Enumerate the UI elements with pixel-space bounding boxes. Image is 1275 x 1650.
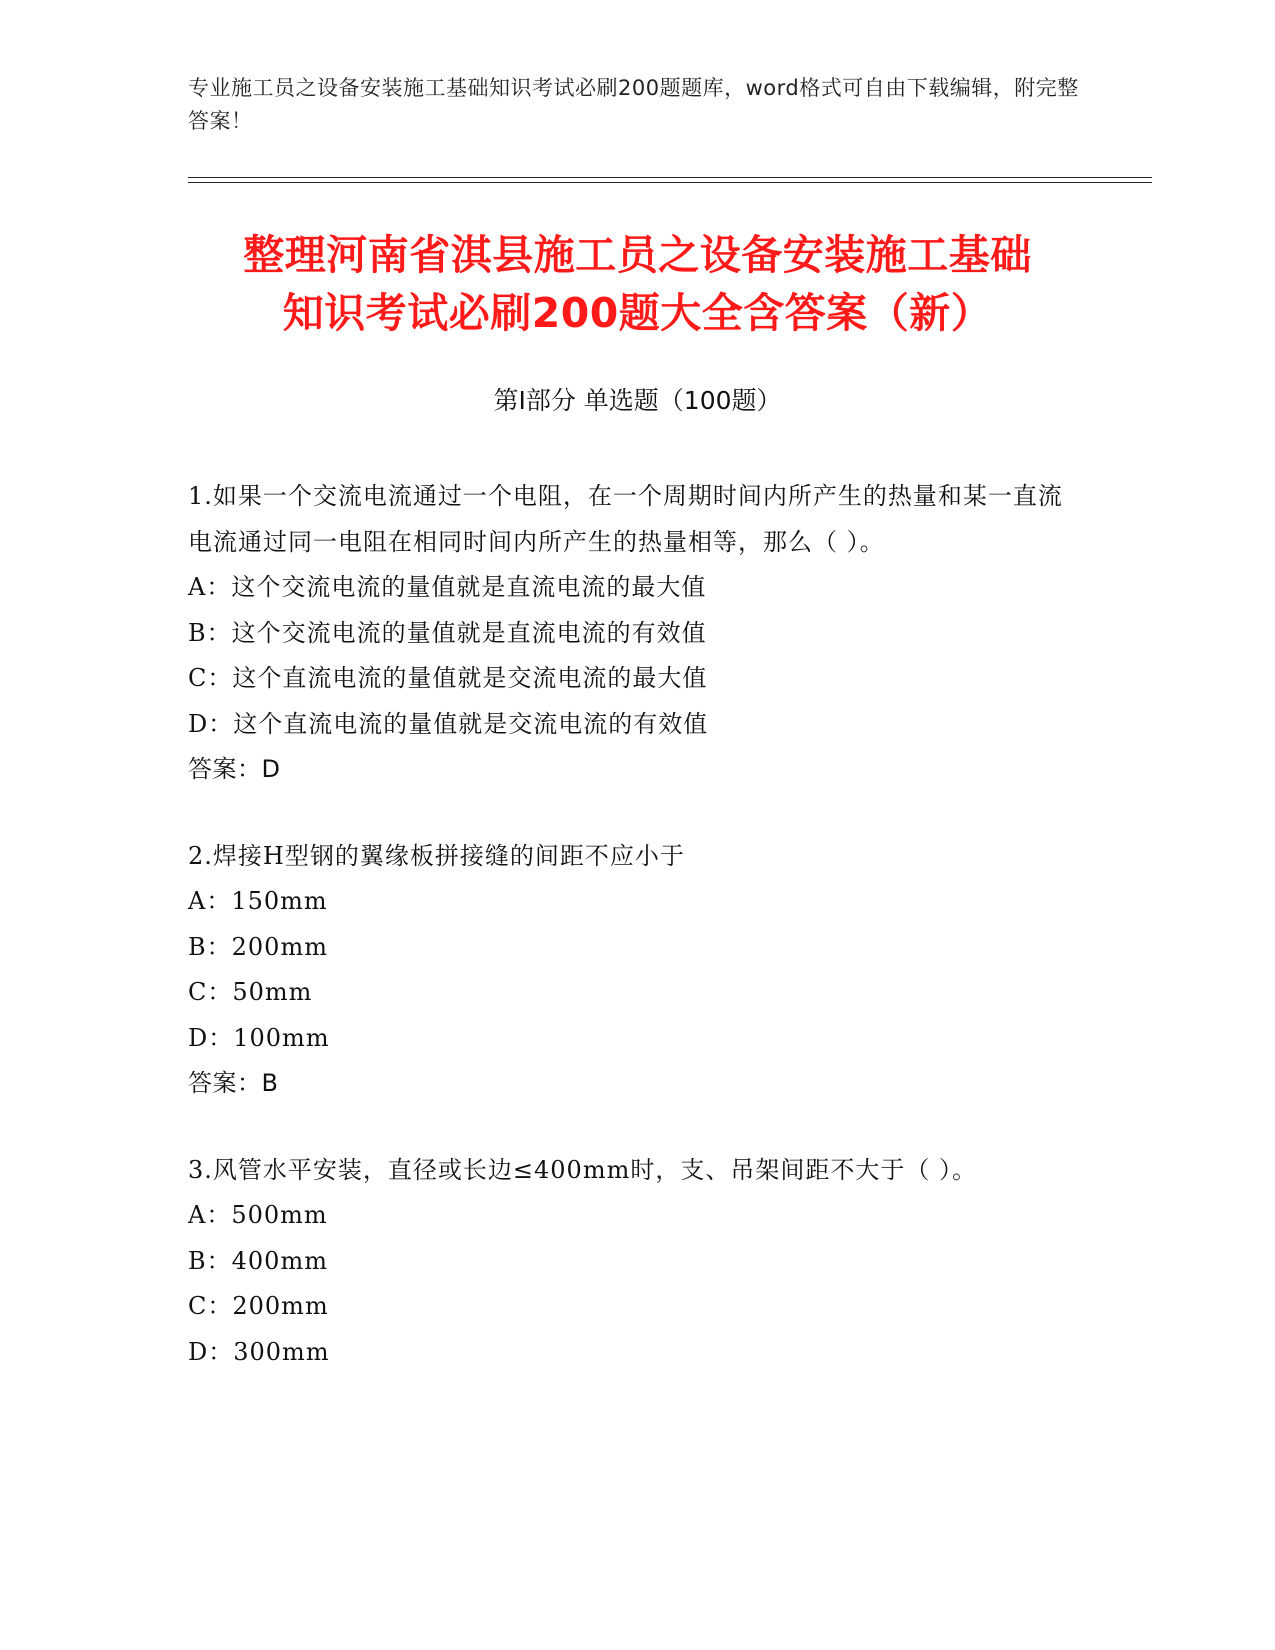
question-stem: 3.风管水平安装，直径或长边≤400mm时，支、吊架间距不大于（ ）。: [188, 1156, 977, 1184]
option-b: [188, 611, 1068, 657]
option-text: 50mm: [232, 978, 313, 1006]
answer-line: 答案：B: [188, 1069, 279, 1097]
option-key: C：: [188, 978, 233, 1006]
question-1: [188, 473, 1068, 792]
option-text: 300mm: [233, 1337, 330, 1366]
option-text: 150mm: [231, 887, 328, 915]
option-text: 100mm: [233, 1023, 330, 1052]
question-3: [188, 1147, 1068, 1375]
option-d: [188, 1330, 1068, 1376]
option-c: [188, 656, 1068, 702]
option-key: A：: [188, 573, 232, 601]
question-stem: 1.如果一个交流电流通过一个电阻，在一个周期时间内所产生的热量和某一直流电流通过同一电阻在相同时间内所产生的热量相等，那么（ ）。: [188, 482, 1063, 556]
document-title: [130, 226, 1145, 342]
option-text: 500mm: [231, 1201, 328, 1229]
option-key: D：: [188, 1023, 234, 1052]
option-text: 这个直流电流的量值就是交流电流的最大值: [232, 664, 708, 692]
option-b: [188, 925, 1068, 971]
option-text: 这个交流电流的量值就是直流电流的有效值: [231, 618, 707, 647]
option-key: C：: [188, 664, 233, 692]
option-b: [188, 1239, 1068, 1285]
option-key: B：: [188, 1246, 232, 1275]
option-text: 这个直流电流的量值就是交流电流的有效值: [233, 709, 709, 738]
option-key: B：: [188, 932, 232, 961]
option-key: D：: [188, 709, 234, 738]
option-key: A：: [188, 887, 232, 915]
answer-line: 答案：D: [188, 755, 281, 783]
question-list: [188, 473, 1068, 1416]
option-a: [188, 879, 1068, 925]
option-key: B：: [188, 618, 232, 647]
header-divider-top: [188, 177, 1152, 178]
option-c: [188, 1284, 1068, 1330]
option-c: [188, 970, 1068, 1016]
section-heading: 第Ⅰ部分 单选题（100题）: [493, 386, 782, 415]
option-a: [188, 1193, 1068, 1239]
option-text: 这个交流电流的量值就是直流电流的最大值: [231, 573, 707, 601]
question-2: [188, 833, 1068, 1106]
option-d: [188, 1016, 1068, 1062]
option-text: 400mm: [231, 1246, 328, 1275]
document-title-line-1: 整理河南省淇县施工员之设备安装施工基础: [243, 231, 1032, 279]
header-divider-bottom: [188, 182, 1152, 183]
option-text: 200mm: [232, 1292, 329, 1320]
question-stem: 2.焊接H型钢的翼缘板拼接缝的间距不应小于: [188, 842, 685, 870]
option-key: C：: [188, 1292, 233, 1320]
document-title-line-2: 知识考试必刷200题大全含答案（新）: [282, 289, 993, 337]
option-key: A：: [188, 1201, 232, 1229]
header-note: 专业施工员之设备安装施工基础知识考试必刷200题题库，word格式可自由下载编辑，附完整答案！: [188, 76, 1079, 133]
option-text: 200mm: [231, 932, 328, 961]
option-d: [188, 702, 1068, 748]
option-a: [188, 565, 1068, 611]
option-key: D：: [188, 1337, 234, 1366]
